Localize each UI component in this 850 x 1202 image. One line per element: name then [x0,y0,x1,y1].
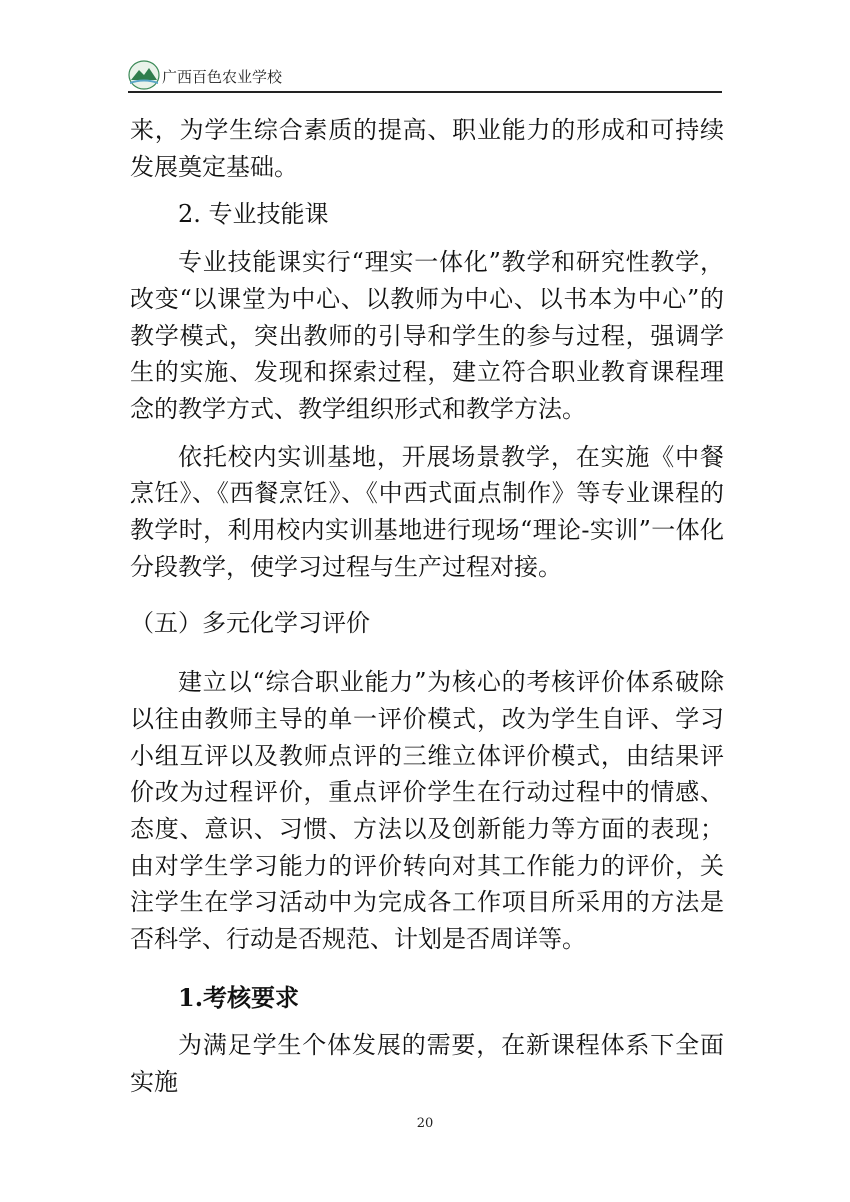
paragraph-training-base: 依托校内实训基地，开展场景教学，在实施《中餐烹饪》、《西餐烹饪》、《中西式面点制作》等专业课程的教学时，利用校内实训基地进行现场“理论-实训”一体化分段教学，使学习过程与生产过程对接。 [130,442,724,581]
school-name: 广西百色农业学校 [162,68,283,86]
heading-assessment-requirements: 1.考核要求 [178,982,300,1012]
page-header [128,58,722,92]
page-number: 20 [416,1116,434,1131]
paragraph-assessment-intro: 为满足学生个体发展的需要，在新课程体系下全面实施 [130,1031,724,1097]
document-body [130,112,724,1101]
heading-diversified-evaluation: （五）多元化学习评价 [130,609,370,638]
paragraph-intro-continued: 来，为学生综合素质的提高、职业能力的形成和可持续发展奠定基础。 [130,116,724,181]
school-logo-icon [128,60,160,90]
paragraph-skills-teaching: 专业技能课实行“理实一体化”教学和研究性教学，改变“以课堂为中心、以教师为中心、以书本为中心”的教学模式，突出教师的引导和学生的参与过程，强调学生的实施、发现和探索过程，建立符合职业教育课程理念的教学方式、教学组织形式和教学方法。 [130,248,724,423]
heading-professional-skills-course: 2. 专业技能课 [178,200,329,229]
paragraph-evaluation-system: 建立以“综合职业能力”为核心的考核评价体系破除以往由教师主导的单一评价模式，改为学生自评、学习小组互评以及教师点评的三维立体评价模式，由结果评价改为过程评价，重点评价学生在行动过程中的情感、态度、意识、习惯、方法以及创新能力等方面的表现；由对学生学习能力的评价转向对其工作能力的评价，关注学生在学习活动中为完成各工作项目所采用的方法是否科学、行动是否规范、计划是否周详等。 [130,668,724,954]
header-divider [128,91,722,93]
